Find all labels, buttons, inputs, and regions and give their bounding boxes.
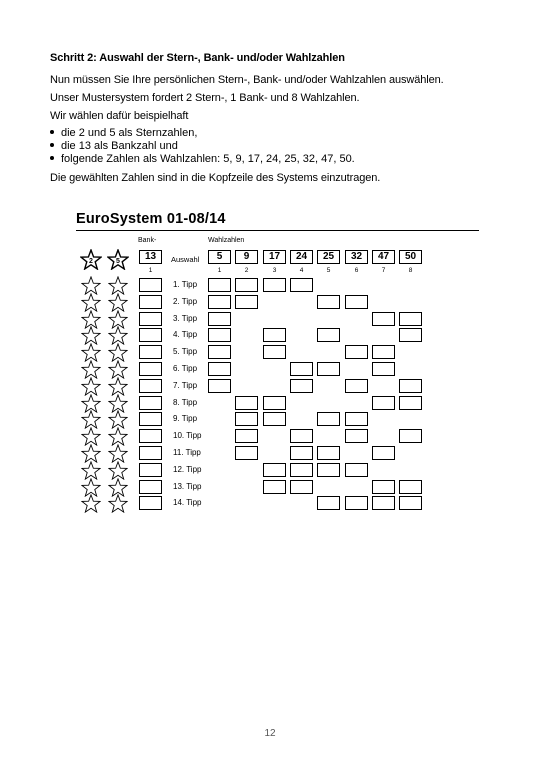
wahl-tipp-field[interactable] [345, 379, 368, 393]
wahl-tipp-field[interactable] [263, 480, 286, 494]
bullet-item: folgende Zahlen als Wahlzahlen: 5, 9, 17, 24, 25, 32, 47, 50. [50, 153, 355, 165]
wahl-number-field[interactable]: 32 [345, 250, 368, 264]
bank-tipp-field[interactable] [139, 480, 162, 494]
wahl-tipp-field[interactable] [317, 295, 340, 309]
tipp-label: 4. Tipp [173, 330, 198, 340]
wahl-tipp-field[interactable] [235, 446, 258, 460]
wahl-tipp-field[interactable] [235, 278, 258, 292]
tipp-label: 10. Tipp [173, 431, 202, 441]
tipp-label: 11. Tipp [173, 448, 201, 457]
wahl-column-number: 5 [326, 267, 331, 274]
bank-tipp-field[interactable] [139, 412, 162, 426]
wahl-tipp-field[interactable] [345, 463, 368, 477]
tipp-label: 13. Tipp [173, 481, 202, 491]
wahl-tipp-field[interactable] [263, 278, 286, 292]
wahl-number-field[interactable]: 9 [235, 250, 258, 264]
wahl-tipp-field[interactable] [372, 496, 395, 510]
wahl-tipp-field[interactable] [290, 446, 313, 460]
wahl-tipp-field[interactable] [399, 328, 422, 342]
wahl-column-number: 1 [217, 267, 222, 274]
wahl-tipp-field[interactable] [263, 345, 286, 359]
wahl-tipp-field[interactable] [317, 463, 340, 477]
system-paragraph: Unser Mustersystem fordert 2 Stern-, 1 Bank- und 8 Wahlzahlen. [50, 92, 360, 104]
auswahl-label: Auswahl [171, 255, 200, 264]
closing-paragraph: Die gewählten Zahlen sind in die Kopfzeile des Systems einzutragen. [50, 172, 381, 184]
wahl-tipp-field[interactable] [399, 480, 422, 494]
wahl-tipp-field[interactable] [290, 278, 313, 292]
wahl-tipp-field[interactable] [399, 496, 422, 510]
svg-text:5: 5 [116, 258, 120, 265]
bank-tipp-field[interactable] [139, 328, 162, 342]
wahl-tipp-field[interactable] [235, 396, 258, 410]
bank-tipp-field[interactable] [139, 429, 162, 443]
wahl-tipp-field[interactable] [208, 295, 231, 309]
wahl-tipp-field[interactable] [372, 362, 395, 376]
wahl-tipp-field[interactable] [372, 396, 395, 410]
wahl-tipp-field[interactable] [290, 362, 313, 376]
wahl-label: Wahlzahlen [208, 237, 245, 244]
bank-tipp-field[interactable] [139, 362, 162, 376]
wahl-tipp-field[interactable] [235, 295, 258, 309]
wahl-tipp-field[interactable] [399, 429, 422, 443]
wahl-tipp-field[interactable] [317, 362, 340, 376]
tipp-label: 14. Tipp [173, 498, 202, 508]
intro-paragraph: Nun müssen Sie Ihre persönlichen Stern-, Bank- und/oder Wahlzahlen auswählen. [50, 74, 444, 86]
wahl-tipp-field[interactable] [235, 412, 258, 426]
bank-column-number: 1 [148, 267, 153, 274]
wahl-tipp-field[interactable] [290, 379, 313, 393]
wahl-tipp-field[interactable] [208, 328, 231, 342]
star-selected-icon [107, 249, 129, 270]
wahl-tipp-field[interactable] [317, 446, 340, 460]
wahl-tipp-field[interactable] [208, 345, 231, 359]
bank-tipp-field[interactable] [139, 396, 162, 410]
wahl-number-field[interactable]: 17 [263, 250, 286, 264]
bank-tipp-field[interactable] [139, 463, 162, 477]
bank-tipp-field[interactable] [139, 278, 162, 292]
wahl-tipp-field[interactable] [399, 379, 422, 393]
star-outline-icon[interactable] [81, 494, 101, 513]
tipp-label: 5. Tipp [173, 347, 198, 357]
bank-label: Bank- [138, 237, 157, 244]
wahl-tipp-field[interactable] [399, 312, 422, 326]
wahl-tipp-field[interactable] [263, 412, 286, 426]
wahl-tipp-field[interactable] [317, 328, 340, 342]
bank-tipp-field[interactable] [139, 312, 162, 326]
wahl-tipp-field[interactable] [345, 295, 368, 309]
tipp-label: 6. Tipp [173, 364, 198, 373]
tipp-label: 1. Tipp [173, 280, 198, 289]
page-number: 12 [264, 728, 276, 739]
tipp-label: 2. Tipp [173, 296, 198, 306]
wahl-tipp-field[interactable] [263, 328, 286, 342]
tipp-label: 12. Tipp [173, 464, 202, 474]
wahl-tipp-field[interactable] [345, 496, 368, 510]
star-selected-icon [80, 249, 102, 270]
wahl-tipp-field[interactable] [345, 345, 368, 359]
wahl-tipp-field[interactable] [290, 463, 313, 477]
bank-tipp-field[interactable] [139, 345, 162, 359]
title-divider [76, 230, 479, 231]
wahl-tipp-field[interactable] [317, 412, 340, 426]
bank-tipp-field[interactable] [139, 379, 162, 393]
wahl-tipp-field[interactable] [208, 362, 231, 376]
wahl-column-number: 3 [272, 267, 277, 274]
wahl-tipp-field[interactable] [317, 496, 340, 510]
wahl-number-field[interactable]: 47 [372, 250, 395, 264]
wahl-number-field[interactable]: 24 [290, 250, 313, 264]
wahl-column-number: 8 [408, 267, 413, 274]
eurosystem-form [76, 208, 480, 518]
wahl-tipp-field[interactable] [208, 312, 231, 326]
tipp-label: 7. Tipp [173, 380, 198, 390]
wahl-tipp-field[interactable] [208, 379, 231, 393]
wahl-tipp-field[interactable] [399, 396, 422, 410]
svg-text:2: 2 [89, 258, 93, 265]
wahl-number-field[interactable]: 5 [208, 250, 231, 264]
wahl-tipp-field[interactable] [345, 412, 368, 426]
system-title: EuroSystem 01-08/14 [76, 211, 226, 227]
bullet-item: die 2 und 5 als Sternzahlen, [50, 127, 197, 139]
bank-number-field[interactable]: 13 [139, 250, 162, 264]
wahl-tipp-field[interactable] [208, 278, 231, 292]
wahl-column-number: 2 [244, 267, 249, 274]
wahl-number-field[interactable]: 25 [317, 250, 340, 264]
wahl-column-number: 6 [354, 267, 359, 274]
wahl-tipp-field[interactable] [372, 312, 395, 326]
wahl-tipp-field[interactable] [235, 429, 258, 443]
wahl-tipp-field[interactable] [372, 446, 395, 460]
wahl-number-field[interactable]: 50 [399, 250, 422, 264]
bank-tipp-field[interactable] [139, 295, 162, 309]
wahl-tipp-field[interactable] [345, 429, 368, 443]
wahl-tipp-field[interactable] [263, 396, 286, 410]
star-outline-icon[interactable] [108, 494, 128, 513]
wahl-column-number: 4 [299, 267, 304, 274]
section-heading: Schritt 2: Auswahl der Stern-, Bank- und/oder Wahlzahlen [50, 52, 345, 64]
tipp-label: 8. Tipp [173, 397, 198, 407]
wahl-tipp-field[interactable] [372, 480, 395, 494]
wahl-tipp-field[interactable] [372, 345, 395, 359]
tipp-label: 9. Tipp [173, 414, 198, 424]
tipp-label: 3. Tipp [173, 313, 198, 323]
wahl-tipp-field[interactable] [290, 480, 313, 494]
wahl-column-number: 7 [381, 267, 386, 274]
choice-paragraph: Wir wählen dafür beispielhaft [50, 110, 189, 122]
wahl-tipp-field[interactable] [263, 463, 286, 477]
bullet-item: die 13 als Bankzahl und [50, 140, 178, 152]
bank-tipp-field[interactable] [139, 446, 162, 460]
bank-tipp-field[interactable] [139, 496, 162, 510]
wahl-tipp-field[interactable] [290, 429, 313, 443]
